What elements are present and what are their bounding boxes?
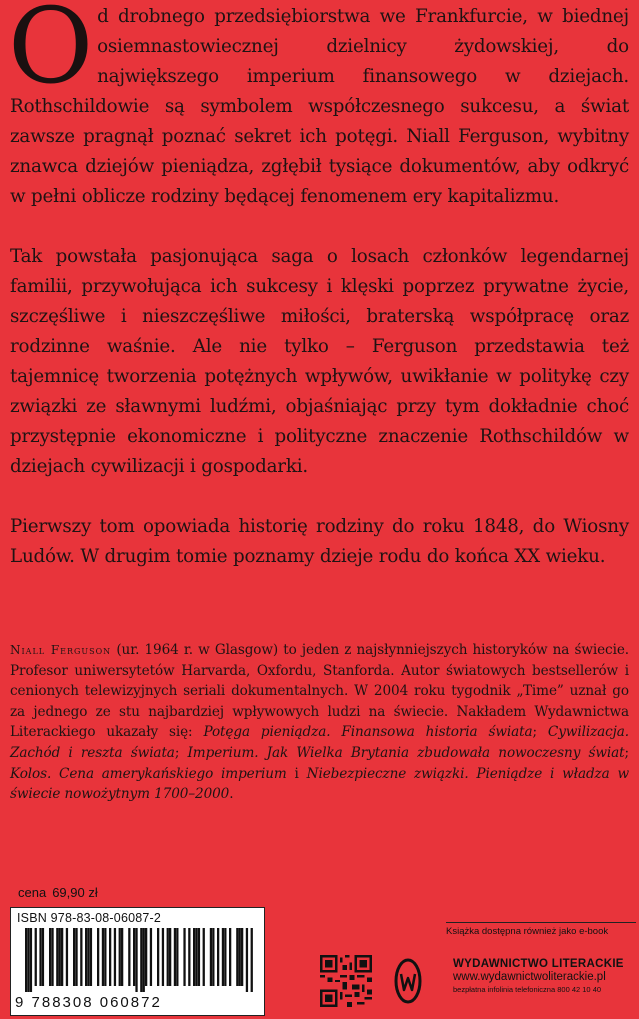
barcode-bar xyxy=(246,928,248,992)
barcode xyxy=(25,928,253,992)
barcode-bar xyxy=(169,928,171,986)
author-name: Niall Ferguson xyxy=(10,643,112,657)
price xyxy=(18,885,98,900)
barcode-bar xyxy=(121,928,123,986)
barcode-bar xyxy=(119,928,121,986)
barcode-bar xyxy=(39,928,41,986)
barcode-bar xyxy=(85,928,87,986)
blurb-paragraph-2: Tak powstała pasjonująca saga o losach członków legendarnej familii, przywołująca ich sukcesy i klęski poprzez prywatne życie, szczęśliwe i nieszczęśliwe miłości, braterską współpracę oraz rodzinne waśnie. Ale nie tylko – Ferguson przedstawia też tajemnicę tworzenia potężnych wpływów, uwikłanie w politykę czy związki ze sławnymi ludźmi, objaśniając przy tym dokładnie choć przystępnie ekonomiczne i polityczne znaczenie Rothschildów w dziejach cywilizacji i gospodarki. xyxy=(10,246,629,477)
barcode-bar xyxy=(114,928,116,986)
barcode-bar xyxy=(140,928,142,992)
bio-separator: i xyxy=(286,765,307,782)
barcode-bar xyxy=(176,928,178,986)
book-title: Kolos. Cena amerykańskiego imperium xyxy=(10,765,287,782)
barcode-digits: 9 788308 060872 xyxy=(15,994,162,1011)
blurb-paragraph-1 xyxy=(10,2,629,212)
barcode-bar xyxy=(167,928,169,986)
price-label: cena xyxy=(18,885,47,900)
blurb-paragraph-1-text: d drobnego przedsiębiorstwa we Frankfurcie, w biednej osiemnastowiecznej dzielnicy żydowskiej, do największego imperium finansowego w dziejach. Rothschildowie są symbolem współczesnego sukcesu, a świat zawsze pragnął poznać sekret ich potęgi. Niall Ferguson, wybitny znawca dziejów pieniądza, zgłębił tysiące dokumentów, aby odkryć w pełni oblicze rodziny będącej fenomenem ery kapitalizmu. xyxy=(10,6,629,207)
barcode-bar xyxy=(66,928,68,986)
barcode-bar xyxy=(198,928,200,986)
barcode-bar xyxy=(203,928,205,986)
barcode-bar xyxy=(51,928,53,986)
barcode-bar xyxy=(56,928,58,986)
isbn-barcode-block xyxy=(10,907,265,1016)
bio-text: (ur. 1964 r. w Glasgow) to jeden z najsłynniejszych historyków na świecie. Profesor uniwersytetów Harvarda, Oxfordu, Stanforda. Autor światowych bestsellerów i cenionych telewizyjnych seriali dokumentalnych. W 2004 roku tygodnik „Time” uznał go za jednego ze stu najbardziej wpływowych ludzi na świecie. Nakładem Wydawnictwa Literackiego ukazały się: xyxy=(10,642,629,741)
barcode-bar xyxy=(87,928,89,986)
barcode-bar xyxy=(212,928,214,986)
barcode-bar xyxy=(239,928,241,986)
qr-code-icon xyxy=(320,955,372,1007)
publisher-block xyxy=(453,958,633,994)
barcode-bar xyxy=(61,928,63,986)
barcode-bar xyxy=(42,928,44,986)
barcode-bar xyxy=(90,928,92,986)
barcode-bar xyxy=(73,928,75,986)
bio-separator: ; xyxy=(532,724,548,741)
book-title: Imperium. Jak Wielka Brytania zbudowała nowoczesny świat xyxy=(187,744,625,761)
barcode-bar xyxy=(27,928,29,992)
publisher-hotline: bezpłatna infolinia telefoniczna 800 42 10 40 xyxy=(453,985,602,994)
barcode-bar xyxy=(229,928,231,986)
publisher-logo-icon xyxy=(393,956,423,1006)
barcode-bar xyxy=(109,928,111,986)
book-title: Cywilizacja. Zachód i reszta świata xyxy=(10,724,629,761)
barcode-bar xyxy=(49,928,51,986)
book-title: Potęga pieniądza. Finansowa historia świata xyxy=(203,724,533,741)
bio-separator: ; xyxy=(174,744,188,761)
barcode-bar xyxy=(217,928,219,986)
bio-separator: . xyxy=(229,786,234,803)
bio-separator: ; xyxy=(624,744,630,761)
author-bio xyxy=(10,640,629,805)
barcode-bar xyxy=(25,928,27,992)
barcode-bar xyxy=(102,928,104,986)
publisher-name: WYDAWNICTWO LITERACKIE xyxy=(453,958,624,970)
barcode-bar xyxy=(75,928,77,986)
barcode-bar xyxy=(143,928,145,992)
barcode-bar xyxy=(59,928,61,986)
barcode-bar xyxy=(145,928,147,986)
publisher-website: www.wydawnictwoliterackie.pl xyxy=(453,971,606,983)
book-title: Niebezpieczne związki. Pieniądze i władza w świecie nowożytnym 1700–2000 xyxy=(10,765,629,803)
barcode-bar xyxy=(135,928,137,992)
barcode-bar xyxy=(183,928,185,986)
barcode-bar xyxy=(241,928,243,986)
barcode-bar xyxy=(128,928,130,986)
barcode-bar xyxy=(35,928,37,986)
barcode-bar xyxy=(150,928,152,986)
barcode-bar xyxy=(174,928,176,986)
barcode-bar xyxy=(104,928,106,986)
price-amount: 69,90 zł xyxy=(52,885,98,900)
barcode-bar xyxy=(251,928,253,992)
barcode-bar xyxy=(30,928,32,992)
barcode-bar xyxy=(80,928,82,986)
barcode-bar xyxy=(222,928,224,986)
ebook-note: Książka dostępna również jako e-book xyxy=(446,922,636,937)
barcode-bar xyxy=(210,928,212,986)
barcode-bar xyxy=(162,928,164,986)
dropcap-letter: O xyxy=(8,0,94,107)
barcode-bar xyxy=(193,928,195,986)
blurb-paragraph-3: Pierwszy tom opowiada historię rodziny do roku 1848, do Wiosny Ludów. W drugim tomie poznamy dzieje rodu do końca XX wieku. xyxy=(10,516,629,567)
barcode-bar xyxy=(97,928,99,986)
barcode-bar xyxy=(133,928,135,986)
barcode-bar xyxy=(236,928,238,986)
barcode-bar xyxy=(224,928,226,986)
isbn-label: ISBN 978-83-08-06087-2 xyxy=(17,911,162,925)
barcode-bar xyxy=(157,928,159,986)
barcode-bar xyxy=(195,928,197,986)
barcode-bar xyxy=(188,928,190,986)
blurb xyxy=(10,2,629,572)
